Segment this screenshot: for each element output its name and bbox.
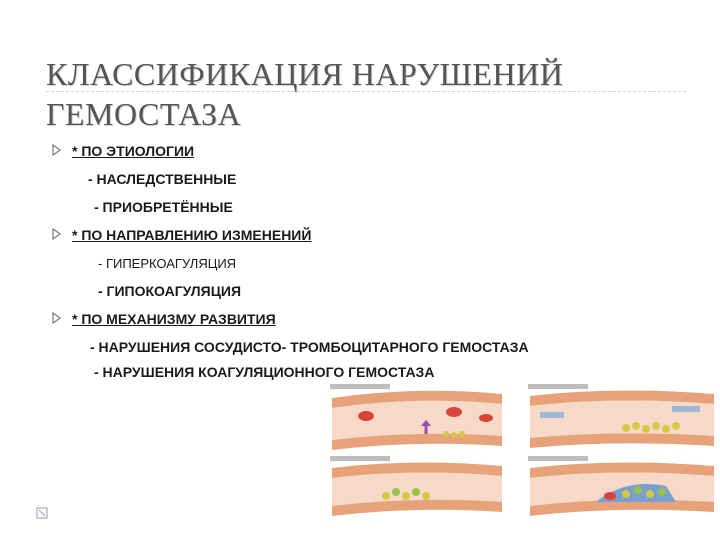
vessel-panel-d: [524, 454, 720, 520]
triangle-bullet-icon: [52, 228, 62, 240]
vessel-panel-b: [524, 382, 720, 450]
list-item: - НАРУШЕНИЯ КОАГУЛЯЦИОННОГО ГЕМОСТАЗА: [94, 364, 435, 380]
triangle-bullet-icon: [52, 312, 62, 324]
list-item: * ПО ЭТИОЛОГИИ: [72, 143, 195, 159]
hemostasis-illustration: [326, 382, 720, 520]
list-item: - НАСЛЕДСТВЕННЫЕ: [88, 171, 237, 187]
title-divider: [46, 91, 686, 92]
slide-title-line-1: КЛАССИФИКАЦИЯ НАРУШЕНИЙ: [46, 56, 564, 92]
slide-title-line-2: ГЕМОСТАЗА: [46, 96, 242, 132]
list-item: - ГИПЕРКОАГУЛЯЦИЯ: [98, 256, 237, 271]
vessel-panel-a: [326, 382, 516, 450]
slide-title: [46, 54, 686, 134]
vessel-panel-c: [326, 454, 516, 520]
list-item: * ПО НАПРАВЛЕНИЮ ИЗМЕНЕНИЙ: [72, 227, 312, 243]
list-item: * ПО МЕХАНИЗМУ РАЗВИТИЯ: [72, 311, 276, 327]
list-item: - НАРУШЕНИЯ СОСУДИСТО- ТРОМБОЦИТАРНОГО ГЕМОСТАЗА: [90, 339, 529, 355]
list-item: - ПРИОБРЕТЁННЫЕ: [94, 199, 233, 215]
list-item: - ГИПОКОАГУЛЯЦИЯ: [98, 283, 242, 299]
page-mark-icon: [36, 506, 48, 524]
triangle-bullet-icon: [52, 144, 62, 156]
